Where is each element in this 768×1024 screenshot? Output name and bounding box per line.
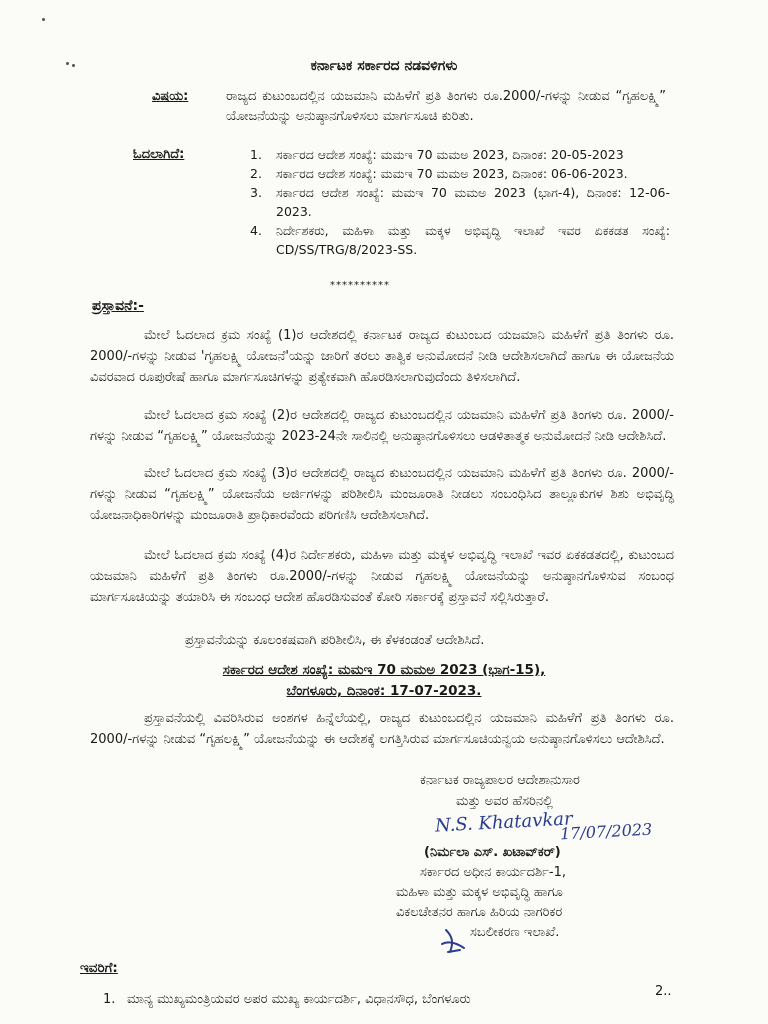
preamble-paragraph: ಮೇಲೆ ಓದಲಾದ ಕ್ರಮ ಸಂಖ್ಯೆ (1)ರ ಆದೇಶದಲ್ಲಿ ಕರ್ನಾಟಕ ರಾಜ್ಯದ ಕುಟುಂಬದ ಯಜಮಾನಿ ಮಹಿಳೆಗೆ ಪ್ರತಿ ತಿಂಗಳು ರೂ. 2000/-ಗಳನ್ನು ನೀಡುವ 'ಗೃಹಲಕ್ಷ್ಮಿ ಯೋಜನೆ'ಯನ್ನು ಜಾರಿಗೆ ತರಲು ತಾತ್ವಿಕ ಅನುಮೋದನೆ ನೀಡಿ ಆದೇಶಿಸಲಾಗಿದೆ ಹಾಗೂ ಈ ಯೋಜನೆಯ ವಿವರವಾದ ರೂಪುರೇಷೆ ಹಾಗೂ ಮಾರ್ಗಸೂಚಿಗಳನ್ನು ಪ್ರತ್ಯೇಕವಾಗಿ ಹೊರಡಿಸಲಾಗುವುದೆಂದು ತಿಳಿಸಲಾಗಿದೆ. bbox=[90, 328, 674, 385]
section-separator: ********** bbox=[330, 280, 390, 291]
preamble-paragraph: ಮೇಲೆ ಓದಲಾದ ಕ್ರಮ ಸಂಖ್ಯೆ (2)ರ ಆದೇಶದಲ್ಲಿ ರಾಜ್ಯದ ಕುಟುಂಬದಲ್ಲಿನ ಯಜಮಾನಿ ಮಹಿಳೆಗೆ ಪ್ರತಿ ತಿಂಗಳು ರೂ. 2000/-ಗಳನ್ನು ನೀಡುವ “ಗೃಹಲಕ್ಷ್ಮಿ” ಯೋಜನೆಯನ್ನು 2023-24ನೇ ಸಾಲಿನಲ್ಲಿ ಅನುಷ್ಠಾನಗೊಳಿಸಲು ಆಡಳಿತಾತ್ಮಕ ಅನುಮೋದನೆ ನೀಡಿ ಆದೇಶಿಸಿದೆ. bbox=[90, 408, 674, 444]
scan-speck bbox=[42, 18, 45, 21]
page-number: 2.. bbox=[655, 984, 672, 999]
reference-item: 1. ಸರ್ಕಾರದ ಆದೇಶ ಸಂಖ್ಯೆ: ಮಮಇ 70 ಮಮಅ 2023, ದಿನಾಂಕ: 20-05-2023 bbox=[250, 147, 624, 162]
preamble-paragraph: ಪ್ರಸ್ತಾವನೆಯನ್ನು ಕೂಲಂಕಷವಾಗಿ ಪರಿಶೀಲಿಸಿ, ಈ ಕೆಳಕಂಡಂತೆ ಆದೇಶಿಸಿದೆ. bbox=[185, 633, 485, 648]
officer-name: (ನಿರ್ಮಲಾ ಎಸ್. ಖಟಾವ್‌ಕರ್) bbox=[424, 845, 561, 860]
subject-label: ವಿಷಯ: bbox=[152, 89, 189, 104]
officer-designation: ಸರ್ಕಾರದ ಅಧೀನ ಕಾರ್ಯದರ್ಶಿ-1, ಮಹಿಳಾ ಮತ್ತು ಮಕ್ಕಳ ಅಭಿವೃದ್ಧಿ ಹಾಗೂ ವಿಕಲಚೇತನರ ಹಾಗೂ ಹಿರಿಯ ನಾಗರಿಕರ ಸಬಲೀಕರಣ ಇಲಾಖೆ. bbox=[396, 865, 566, 940]
preamble-paragraph: ಮೇಲೆ ಓದಲಾದ ಕ್ರಮ ಸಂಖ್ಯೆ (3)ರ ಆದೇಶದಲ್ಲಿ ರಾಜ್ಯದ ಕುಟುಂಬದಲ್ಲಿನ ಯಜಮಾನಿ ಮಹಿಳೆಗೆ ಪ್ರತಿ ತಿಂಗಳು ರೂ. 2000/-ಗಳನ್ನು ನೀಡುವ “ಗೃಹಲಕ್ಷ್ಮಿ” ಯೋಜನೆಯ ಅರ್ಜಿಗಳನ್ನು ಪರಿಶೀಲಿಸಿ ಮಂಜೂರಾತಿ ನೀಡಲು ಸಂಬಂಧಿಸಿದ ತಾಲ್ಲೂಕುಗಳ ಶಿಶು ಅಭಿವೃದ್ಧಿ ಯೋಜನಾಧಿಕಾರಿಗಳನ್ನು ಮಂಜೂರಾತಿ ಪ್ರಾಧಿಕಾರವೆಂದು ಪರಿಗಣಿಸಿ ಆದೇಶಿಸಲಾಗಿದೆ. bbox=[90, 466, 674, 523]
preamble-title: ಪ್ರಸ್ತಾವನೆ:- bbox=[92, 298, 144, 314]
subject-text: ರಾಜ್ಯದ ಕುಟುಂಬದಲ್ಲಿನ ಯಜಮಾನಿ ಮಹಿಳೆಗೆ ಪ್ರತಿ ತಿಂಗಳು ರೂ.2000/-ಗಳನ್ನು ನೀಡುವ “ಗೃಹಲಕ್ಷ್ಮಿ” ಯೋಜನೆಯನ್ನು ಅನುಷ್ಠಾನಗೊಳಿಸಲು ಮಾರ್ಗಸೂಚಿ ಕುರಿತು. bbox=[226, 89, 666, 124]
authority-block bbox=[420, 770, 580, 812]
officer-block bbox=[396, 843, 566, 943]
order-heading bbox=[0, 660, 768, 702]
reference-item: 2. ಸರ್ಕಾರದ ಆದೇಶ ಸಂಖ್ಯೆ: ಮಮಇ 70 ಮಮಅ 2023, ದಿನಾಂಕ: 06-06-2023. bbox=[250, 166, 628, 181]
reference-item: 4. ನಿರ್ದೇಶಕರು, ಮಹಿಳಾ ಮತ್ತು ಮಕ್ಕಳ ಅಭಿವೃದ್ಧಿ ಇಲಾಖೆ ಇವರ ಏಕಕಡತ ಸಂಖ್ಯೆ: CD/SS/TRG/8/2023-SS. bbox=[250, 223, 670, 257]
preamble-paragraph: ಮೇಲೆ ಓದಲಾದ ಕ್ರಮ ಸಂಖ್ಯೆ (4)ರ ನಿರ್ದೇಶಕರು, ಮಹಿಳಾ ಮತ್ತು ಮಕ್ಕಳ ಅಭಿವೃದ್ಧಿ ಇಲಾಖೆ ಇವರ ಏಕಕಡತದಲ್ಲಿ, ಕುಟುಂಬದ ಯಜಮಾನಿ ಮಹಿಳೆಗೆ ಪ್ರತಿ ತಿಂಗಳು ರೂ.2000/-ಗಳನ್ನು ನೀಡುವ ಗೃಹಲಕ್ಷ್ಮಿ ಯೋಜನೆಯನ್ನು ಅನುಷ್ಠಾನಗೊಳಿಸುವ ಸಂಬಂಧ ಮಾರ್ಗಸೂಚಿಯನ್ನು ತಯಾರಿಸಿ ಈ ಸಂಬಂಧ ಆದೇಶ ಹೊರಡಿಸುವಂತೆ ಕೋರಿ ಸರ್ಕಾರಕ್ಕೆ ಪ್ರಸ್ತಾವನೆ ಸಲ್ಲಿಸಿರುತ್ತಾರೆ. bbox=[90, 548, 674, 605]
handwritten-date: 17/07/2023 bbox=[559, 819, 653, 844]
recipients-label: ಇವರಿಗೆ: bbox=[80, 960, 118, 976]
recipient-item: 1. ಮಾನ್ಯ ಮುಖ್ಯಮಂತ್ರಿಯವರ ಅಪರ ಮುಖ್ಯ ಕಾರ್ಯದರ್ಶಿ, ವಿಧಾನಸೌಧ, ಬೆಂಗಳೂರು bbox=[103, 992, 471, 1007]
initial-mark-icon bbox=[440, 926, 466, 956]
reference-item: 3. ಸರ್ಕಾರದ ಆದೇಶ ಸಂಖ್ಯೆ: ಮಮಇ 70 ಮಮಅ 2023 (ಭಾಗ-4), ದಿನಾಂಕ: 12-06-2023. bbox=[250, 185, 670, 219]
references-list bbox=[250, 145, 670, 259]
authority-line: ಮತ್ತು ಅವರ ಹೆಸರಿನಲ್ಲಿ bbox=[456, 794, 553, 809]
order-place-date: ಬೆಂಗಳೂರು, ದಿನಾಂಕ: 17-07-2023. bbox=[286, 683, 482, 699]
order-paragraph: ಪ್ರಸ್ತಾವನೆಯಲ್ಲಿ ವಿವರಿಸಿರುವ ಅಂಶಗಳ ಹಿನ್ನೆಲೆಯಲ್ಲಿ, ರಾಜ್ಯದ ಕುಟುಂಬದಲ್ಲಿನ ಯಜಮಾನಿ ಮಹಿಳೆಗೆ ಪ್ರತಿ ತಿಂಗಳು ರೂ. 2000/-ಗಳನ್ನು ನೀಡುವ “ಗೃಹಲಕ್ಷ್ಮಿ” ಯೋಜನೆಯನ್ನು ಈ ಆದೇಶಕ್ಕೆ ಲಗತ್ತಿಸಿರುವ ಮಾರ್ಗಸೂಚಿಯನ್ವಯ ಅನುಷ್ಠಾನಗೊಳಿಸಲು ಆದೇಶಿಸಿದೆ. bbox=[90, 711, 674, 747]
authority-line: ಕರ್ನಾಟಕ ರಾಜ್ಯಪಾಲರ ಆದೇಶಾನುಸಾರ bbox=[420, 773, 580, 788]
order-number: ಸರ್ಕಾರದ ಆದೇಶ ಸಂಖ್ಯೆ: ಮಮಇ 70 ಮಮಅ 2023 (ಭಾಗ-15), bbox=[222, 662, 546, 678]
document-title: ಕರ್ನಾಟಕ ಸರ್ಕಾರದ ನಡವಳಿಗಳು bbox=[310, 58, 458, 74]
handwritten-signature: N.S. Khatavkar bbox=[434, 808, 574, 837]
references-label: ಓದಲಾಗಿದೆ: bbox=[133, 147, 185, 162]
